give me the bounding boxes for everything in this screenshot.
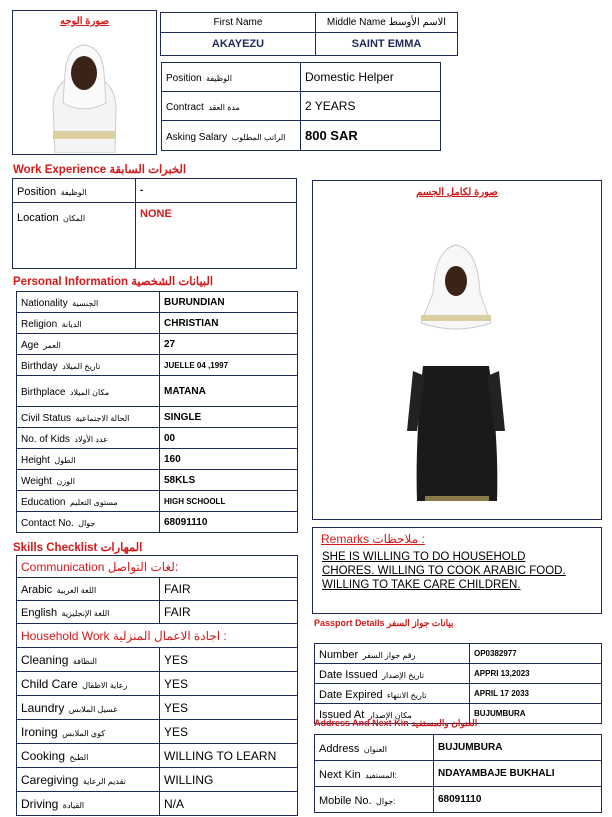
address-label-cell xyxy=(315,761,434,787)
personal-info-label: Religion xyxy=(21,319,58,330)
household-skill-row xyxy=(17,648,298,672)
passport-row xyxy=(315,644,602,664)
personal-info-value: 27 xyxy=(160,334,298,355)
household-head: Household Work اجادة الاعمال المنزلية : xyxy=(17,624,298,648)
household-skill-value: YES xyxy=(160,648,298,672)
household-skill-row xyxy=(17,696,298,720)
personal-info-row xyxy=(17,355,298,376)
personal-info-value: CHRISTIAN xyxy=(160,313,298,334)
personal-info-row xyxy=(17,376,298,407)
household-skill-label: Laundry xyxy=(21,700,65,715)
personal-info-row xyxy=(17,512,298,533)
household-skill-label: Driving xyxy=(21,796,59,811)
middle-name-value: SAINT EMMA xyxy=(316,33,458,56)
passport-label: Issued At xyxy=(319,708,365,721)
household-skill-label-cell xyxy=(17,696,160,720)
personal-info-label-cell xyxy=(17,512,160,533)
personal-info-label-ar: عدد الأولاد xyxy=(74,435,108,444)
personal-info-label-ar: الجنسية xyxy=(72,299,99,308)
household-skill-row xyxy=(17,720,298,744)
face-photo-label: صورة الوجه xyxy=(59,16,110,27)
household-skill-label-cell xyxy=(17,672,160,696)
full-photo-label: صورة لكامل الجسم xyxy=(416,187,498,198)
household-skill-label: Cooking xyxy=(21,748,66,763)
skills-table xyxy=(16,555,298,816)
passport-label: Date Issued xyxy=(319,668,378,681)
personal-info-label: Age xyxy=(21,340,39,351)
remarks-title: Remarks ملاحظات : xyxy=(321,532,425,546)
remarks-line-3: WILLING TO TAKE CARE CHILDREN. xyxy=(322,579,521,591)
job-table xyxy=(161,62,441,151)
contract-ar: مدة العقد xyxy=(208,103,240,112)
first-name-value: AKAYEZU xyxy=(161,33,316,56)
household-skill-value: WILLING TO LEARN xyxy=(160,744,298,768)
household-skill-label-cell xyxy=(17,720,160,744)
address-value: 68091110 xyxy=(434,787,602,813)
personal-info-label-ar: الوزن xyxy=(56,477,75,486)
comm-skill-label: English xyxy=(21,607,58,619)
passport-value: APPRI 13,2023 xyxy=(470,664,602,684)
household-skill-label: Child Care xyxy=(21,676,78,691)
personal-info-row xyxy=(17,407,298,428)
address-label: Address xyxy=(319,742,360,755)
passport-label-ar: رقم جواز السفر xyxy=(362,650,416,660)
household-skill-label-cell xyxy=(17,648,160,672)
household-skill-label-cell xyxy=(17,744,160,768)
personal-info-title: Personal Information البيانات الشخصية xyxy=(13,276,214,288)
passport-label-cell xyxy=(315,644,470,664)
personal-info-label: Nationality xyxy=(21,298,68,309)
personal-info-row xyxy=(17,313,298,334)
address-value: NDAYAMBAJE BUKHALI xyxy=(434,761,602,787)
address-label-cell xyxy=(315,787,434,813)
comm-skill-row xyxy=(17,601,298,624)
household-skill-label: Cleaning xyxy=(21,652,69,667)
passport-row xyxy=(315,684,602,704)
address-value: BUJUMBURA xyxy=(434,735,602,761)
personal-info-label-cell xyxy=(17,407,160,428)
household-skill-row xyxy=(17,768,298,792)
household-skill-row xyxy=(17,672,298,696)
address-label-ar: العنوان xyxy=(363,744,387,754)
comm-skill-row xyxy=(17,578,298,601)
comm-skill-label-cell xyxy=(17,578,160,601)
communication-head: Communication لغات التواصل: xyxy=(17,556,298,578)
personal-info-label-ar: العمر xyxy=(43,341,61,350)
personal-info-label: Civil Status xyxy=(21,413,72,424)
passport-value: APRIL 17 2033 xyxy=(470,684,602,704)
salary-label-cell xyxy=(162,121,301,151)
personal-info-row xyxy=(17,491,298,512)
personal-info-value: SINGLE xyxy=(160,407,298,428)
position-label: Position xyxy=(166,73,202,84)
personal-info-label-ar: تاريخ الميلاد xyxy=(62,362,101,371)
personal-info-value: HIGH SCHOOLL xyxy=(160,491,298,512)
personal-info-label-ar: جوال xyxy=(78,519,96,528)
address-row xyxy=(315,761,602,787)
household-skill-label-ar: رعاية الاطفال xyxy=(82,680,128,690)
personal-info-label: Height xyxy=(21,455,50,466)
personal-info-label-cell xyxy=(17,491,160,512)
personal-info-value: 160 xyxy=(160,449,298,470)
personal-info-row xyxy=(17,292,298,313)
personal-info-label: Birthplace xyxy=(21,387,66,398)
address-label: Mobile No. xyxy=(319,794,372,807)
remarks-line-1: SHE IS WILLING TO DO HOUSEHOLD xyxy=(322,551,526,563)
comm-skill-value: FAIR xyxy=(160,578,298,601)
we-position-label-cell xyxy=(13,179,136,203)
work-experience-title: Work Experience الخبرات السابقة xyxy=(13,164,187,176)
personal-info-row xyxy=(17,470,298,491)
passport-title: Passport Details بيانات جواز السفر xyxy=(314,618,454,628)
address-label-ar: المستفيد: xyxy=(365,770,397,780)
personal-info-row xyxy=(17,334,298,355)
household-skill-value: WILLING xyxy=(160,768,298,792)
contract-label: Contract xyxy=(166,102,204,113)
address-label-ar: جوال: xyxy=(376,796,396,806)
full-photo-frame xyxy=(312,180,602,520)
personal-info-label-cell xyxy=(17,376,160,407)
salary-value: 800 SAR xyxy=(301,121,441,151)
household-skill-row xyxy=(17,744,298,768)
passport-label-cell xyxy=(315,684,470,704)
household-skill-label-ar: غسيل الملابس xyxy=(68,704,118,714)
we-position-ar: الوظيفة xyxy=(60,187,87,197)
passport-value: BUJUMBURA xyxy=(470,704,602,724)
personal-info-label-ar: الديانة xyxy=(61,320,82,329)
personal-info-label-cell xyxy=(17,292,160,313)
comm-skill-label: Arabic xyxy=(21,584,53,596)
household-skill-label-ar: الطبخ xyxy=(69,752,89,762)
remarks-line-2: CHORES. WILLING TO COOK ARABIC FOOD. xyxy=(322,565,566,577)
salary-ar: الراتب المطلوب xyxy=(231,132,286,142)
personal-info-label: Weight xyxy=(21,476,52,487)
personal-info-label-cell xyxy=(17,313,160,334)
position-value: Domestic Helper xyxy=(301,63,441,92)
passport-label-ar: تاريخ الإصدار xyxy=(382,670,425,680)
first-name-header: First Name xyxy=(161,13,316,33)
personal-info-label: Contact No. xyxy=(21,518,74,529)
work-experience-table xyxy=(12,178,297,269)
address-table xyxy=(314,734,602,813)
household-skill-label: Caregiving xyxy=(21,772,79,787)
we-location-label: Location xyxy=(17,212,59,224)
household-skill-label-ar: القيادة xyxy=(62,800,85,810)
passport-row xyxy=(315,664,602,684)
personal-info-label: Education xyxy=(21,497,66,508)
personal-info-label-cell xyxy=(17,334,160,355)
we-location-value: NONE xyxy=(136,203,297,269)
household-skill-value: YES xyxy=(160,720,298,744)
middle-name-header: Middle Name الاسم الأوسط xyxy=(316,13,458,33)
household-skill-label-cell xyxy=(17,768,160,792)
household-skill-label-ar: النظافة xyxy=(72,656,98,666)
passport-label-ar: تاريخ الانتهاء xyxy=(387,690,427,700)
household-skill-label-ar: كوي الملابس xyxy=(62,728,106,738)
comm-skill-label-ar: اللغة العربية xyxy=(56,586,97,595)
personal-info-label-ar: مستوى التعليم xyxy=(69,498,118,507)
household-skill-value: YES xyxy=(160,672,298,696)
personal-info-value: 68091110 xyxy=(160,512,298,533)
face-photo-frame xyxy=(12,10,157,155)
personal-info-label-ar: الطول xyxy=(54,456,76,465)
household-skill-row xyxy=(17,792,298,816)
personal-info-value: 58KLS xyxy=(160,470,298,491)
passport-label-ar: مكان الإصدار xyxy=(368,710,412,720)
address-title: Address And Next Kin العنوان والمستفيد xyxy=(314,718,478,728)
personal-info-label: No. of Kids xyxy=(21,434,70,445)
skills-title: Skills Checklist المهارات xyxy=(13,542,143,554)
personal-info-label-ar: مكان الميلاد xyxy=(69,388,110,397)
we-location-label-cell xyxy=(13,203,136,269)
personal-info-value: MATANA xyxy=(160,376,298,407)
household-skill-value: YES xyxy=(160,696,298,720)
household-skill-label-cell xyxy=(17,792,160,816)
position-label-cell xyxy=(162,63,301,92)
name-table xyxy=(160,12,458,56)
passport-label-cell xyxy=(315,664,470,684)
we-position-label: Position xyxy=(17,185,57,198)
personal-info-table xyxy=(16,291,298,533)
address-row xyxy=(315,735,602,761)
personal-info-value: JUELLE 04 ,1997 xyxy=(160,355,298,376)
household-skill-label-ar: تقديم الرعاية xyxy=(82,776,126,786)
we-location-ar: المكان xyxy=(63,214,86,223)
comm-skill-value: FAIR xyxy=(160,601,298,624)
personal-info-label-cell xyxy=(17,470,160,491)
full-photo-image xyxy=(313,241,601,511)
personal-info-value: BURUNDIAN xyxy=(160,292,298,313)
personal-info-label-cell xyxy=(17,428,160,449)
salary-label: Asking Salary xyxy=(166,131,228,143)
personal-info-row xyxy=(17,449,298,470)
personal-info-label-cell xyxy=(17,449,160,470)
passport-label: Date Expired xyxy=(319,688,383,701)
household-skill-label: Ironing xyxy=(21,724,58,739)
address-label-cell xyxy=(315,735,434,761)
comm-skill-label-cell xyxy=(17,601,160,624)
position-ar: الوظيفة xyxy=(206,74,232,83)
passport-value: OP0382977 xyxy=(470,644,602,664)
address-label: Next Kin xyxy=(319,768,361,781)
remarks-box xyxy=(312,527,602,614)
comm-skill-label-ar: اللغة الإنجليزية xyxy=(61,609,110,618)
personal-info-value: 00 xyxy=(160,428,298,449)
personal-info-row xyxy=(17,428,298,449)
passport-table xyxy=(314,643,602,724)
address-row xyxy=(315,787,602,813)
face-photo-image xyxy=(13,33,156,153)
we-position-value: - xyxy=(136,179,297,203)
personal-info-label: Birthday xyxy=(21,361,58,372)
personal-info-label-cell xyxy=(17,355,160,376)
contract-label-cell xyxy=(162,92,301,121)
personal-info-label-ar: الحالة الاجتماعية xyxy=(75,414,130,423)
household-skill-value: N/A xyxy=(160,792,298,816)
contract-value: 2 YEARS xyxy=(301,92,441,121)
passport-label: Number xyxy=(319,648,359,661)
